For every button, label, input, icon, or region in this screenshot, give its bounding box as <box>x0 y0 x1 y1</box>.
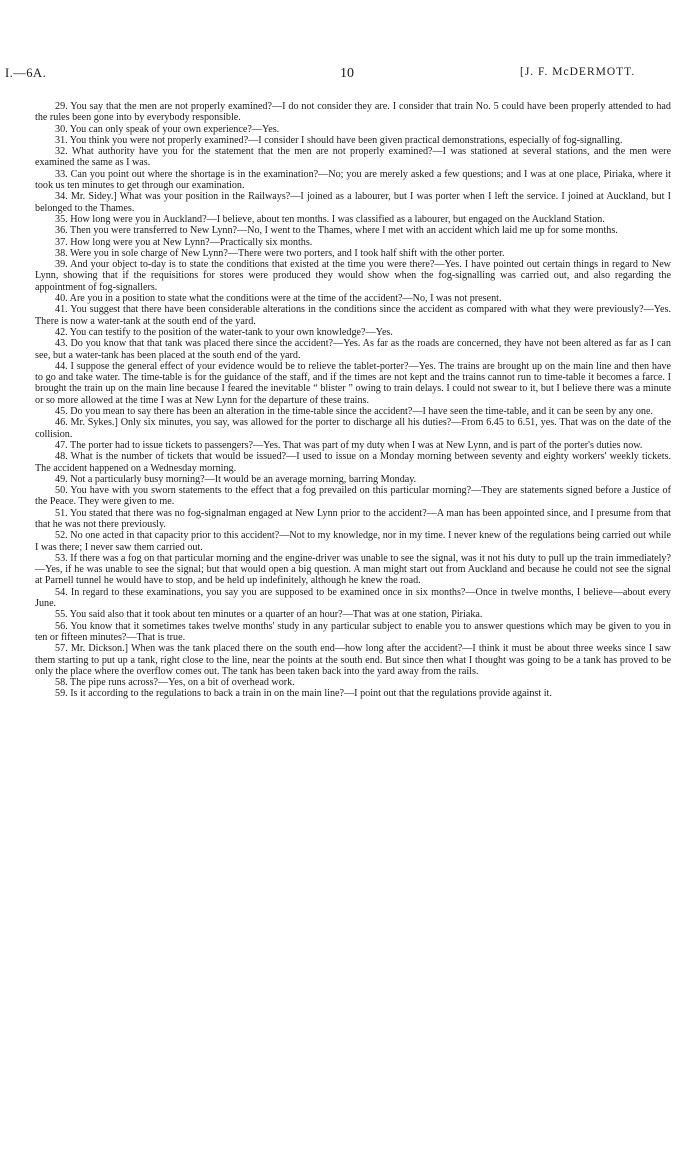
question-paragraph: 30. You can only speak of your own experience?—Yes. <box>55 123 280 135</box>
question-paragraph: 31. You think you were not properly examined?—I consider I should have been given practical demonstrations, especially of fog-signalling. <box>55 134 623 146</box>
page-number: 10 <box>340 66 354 81</box>
question-paragraph: 39. And your object to-day is to state the conditions that existed at the time you were there?—Yes. I have pointed out certain things in regard to New Lynn, showing that if the requisitions for stores were produced they would show when the fog-signalling was carried out, and also regarding the appointment of fog-signallers. <box>35 259 671 293</box>
paper-reference: I.—6A. <box>5 66 47 80</box>
question-paragraph: 47. The porter had to issue tickets to passengers?—Yes. That was part of my duty when I was at New Lynn, and is part of the porter's duties now. <box>55 439 643 451</box>
question-paragraph: 48. What is the number of tickets that would be issued?—I used to issue on a Monday morning between seventy and eighty workers' weekly tickets. The accident happened on a Wednesday morning. <box>35 451 671 474</box>
question-paragraph: 34. Mr. Sidey.] What was your position in the Railways?—I joined as a labourer, but I was porter when I left the service. I joined at Auckland, but I belonged to the Thames. <box>35 191 671 214</box>
question-paragraph: 33. Can you point out where the shortage is in the examination?—No; you are merely asked a few questions; and I was at one place, Piriaka, where it took us ten minutes to get through our examination. <box>35 168 671 192</box>
question-paragraph: 44. I suppose the general effect of your evidence would be to relieve the tablet-porter?—Yes. The trains are brought up on the main line and then have to go and take water. The time-table is for the guidance of the staff, and if the times are not kept and the trains cannot run to time-table it becomes a farce. I brought the train up on the main line because I feared the inevitable “ blister ” owing to train delays. I could not swear to it, but I believe there was a minute or so more allowed at the time I was at New Lynn for the departure of these trains. <box>35 360 671 406</box>
page-header <box>0 0 700 81</box>
question-paragraph: 54. In regard to these examinations, you say you are supposed to be examined once in six months?—Once in twelve months, I believe—about every June. <box>35 586 671 610</box>
evidence-text <box>35 101 671 700</box>
question-paragraph: 55. You said also that it took about ten minutes or a quarter of an hour?—That was at one station, Piriaka. <box>55 609 483 621</box>
question-paragraph: 45. Do you mean to say there has been an alteration in the time-table since the accident?—I have seen the time-table, and it can be seen by any one. <box>55 406 653 418</box>
question-paragraph: 36. Then you were transferred to New Lynn?—No, I went to the Thames, where I met with an accident which laid me up for some months. <box>55 225 618 237</box>
question-paragraph: 32. What authority have you for the statement that the men are not properly examined?—I was stationed at several stations, and the men were examined the same as I was. <box>35 146 671 169</box>
question-paragraph: 52. No one acted in that capacity prior to this accident?—Not to my knowledge, nor in my time. I never knew of the regulations being carried out while I was there; I never saw them carried out. <box>35 530 671 553</box>
witness-name: [J. F. McDERMOTT. <box>520 66 636 78</box>
question-paragraph: 40. Are you in a position to state what the conditions were at the time of the accident?—No, I was not present. <box>55 293 502 305</box>
question-paragraph: 59. Is it according to the regulations to back a train in on the main line?—I point out that the regulations provide against it. <box>55 688 552 700</box>
question-paragraph: 46. Mr. Sykes.] Only six minutes, you say, was allowed for the porter to discharge all his duties?—From 6.45 to 6.51, yes. That was on the date of the collision. <box>35 417 671 440</box>
question-paragraph: 49. Not a particularly busy morning?—It would be an average morning, barring Monday. <box>55 473 417 485</box>
question-paragraph: 57. Mr. Dickson.] When was the tank placed there on the south end—how long after the accident?—I think it must be about three weeks since I saw them starting to put up a tank, right close to the line, near the points at the south end. But since then what I thought was going to be a tank has proved to be only the place where the overflow comes out. The tank has been taken back into the yard away from the rails. <box>35 643 671 677</box>
question-paragraph: 53. If there was a fog on that particular morning and the engine-driver was unable to see the signal, was it not his duty to pull up the train immediately?—Yes, if he was unable to see the signal; but that would open a big question. A man might start out from Auckland and because he could not see the signal at Parnell tunnel he would have to stop, and be held up indefinitely, although he knew the road. <box>35 552 671 587</box>
question-paragraph: 56. You know that it sometimes takes twelve months' study in any particular subject to enable you to answer questions which may be given to you in ten or fifteen minutes?—That is true. <box>35 620 671 643</box>
question-paragraph: 58. The pipe runs across?—Yes, on a bit of overhead work. <box>55 677 295 689</box>
question-paragraph: 43. Do you know that that tank was placed there since the accident?—Yes. As far as the roads are concerned, they have not been altered as far as I can see, but a water-tank has been placed at the south end of the yard. <box>35 338 671 361</box>
question-paragraph: 51. You stated that there was no fog-signalman engaged at New Lynn prior to the accident?—A man has been appointed since, and I presume from that that he was not there previously. <box>35 507 671 530</box>
question-paragraph: 38. Were you in sole charge of New Lynn?—There were two porters, and I took half shift with the other porter. <box>55 247 505 259</box>
question-paragraph: 42. You can testify to the position of the water-tank to your own knowledge?—Yes. <box>55 326 393 338</box>
question-paragraph: 29. You say that the men are not properly examined?—I do not consider they are. I consider that train No. 5 could have been properly attended to had the rules been gone into by everybody responsible. <box>35 101 671 124</box>
question-paragraph: 37. How long were you at New Lynn?—Practically six months. <box>55 236 313 248</box>
question-paragraph: 50. You have with you sworn statements to the effect that a fog prevailed on this particular morning?—They are statements signed before a Justice of the Peace. They were given to me. <box>35 485 671 508</box>
question-paragraph: 35. How long were you in Auckland?—I believe, about ten months. I was classified as a labourer, but engaged on the Auckland Station. <box>55 213 605 225</box>
question-paragraph: 41. You suggest that there have been considerable alterations in the conditions since the accident as compared with what they were previously?—Yes. There is now a water-tank at the south end of the yard. <box>35 304 671 327</box>
